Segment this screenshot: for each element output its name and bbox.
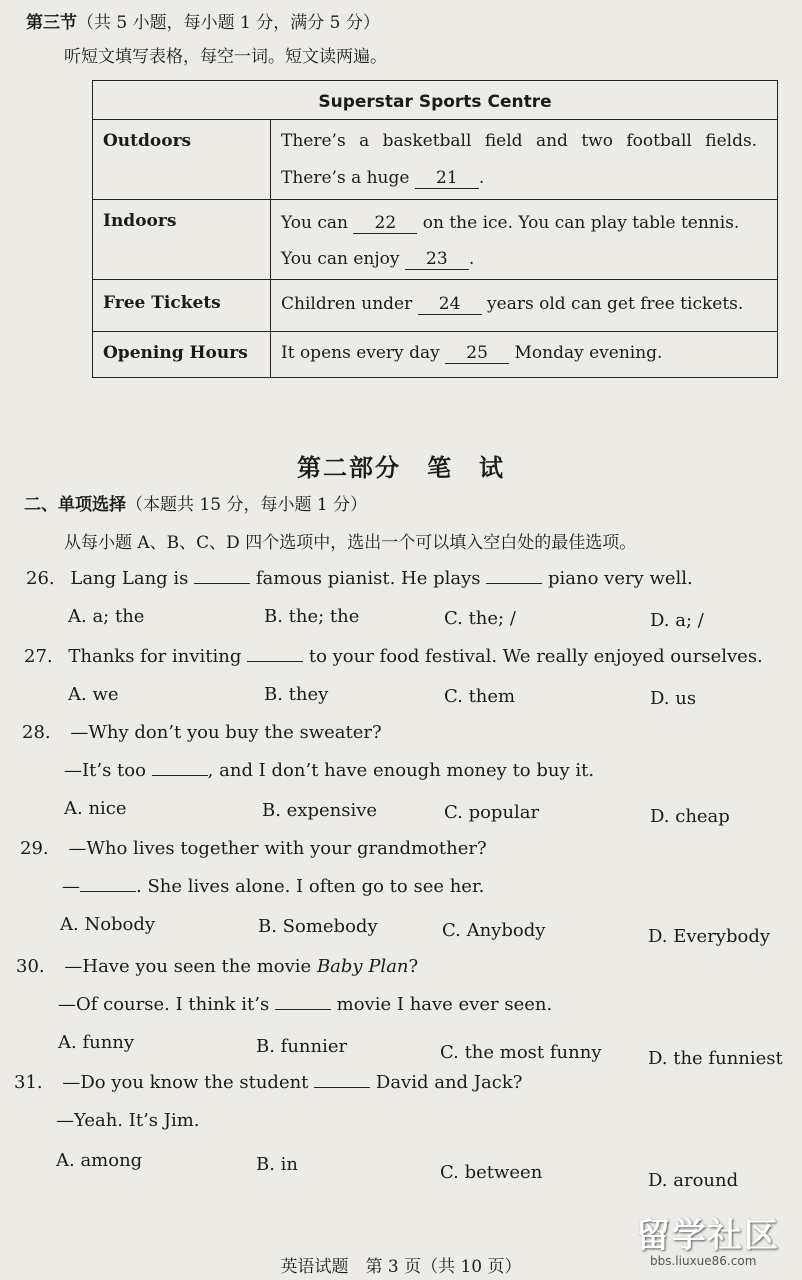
table-row-opening-hours xyxy=(93,331,777,377)
section3-instruction: 听短文填写表格，每空一词。短文读两遍。 xyxy=(64,47,387,67)
section3-note: （共 5 小题，每小题 1 分，满分 5 分） xyxy=(77,13,380,33)
question-text: —Who lives together with your grandmother? xyxy=(68,838,487,859)
table-row-outdoors xyxy=(93,119,777,200)
option-a: A. a; the xyxy=(68,606,145,627)
table-row-indoors xyxy=(93,199,777,280)
text: There’s a huge xyxy=(281,168,410,188)
option-c: C. the most funny xyxy=(440,1042,602,1063)
question-text: —Yeah. It’s Jim. xyxy=(56,1110,200,1131)
question-text: —Have you seen the movie xyxy=(64,956,312,977)
option-b: B. Somebody xyxy=(258,916,378,937)
row-label: Outdoors xyxy=(103,131,192,151)
question-blank xyxy=(194,583,250,584)
section3-title: 第三节 xyxy=(26,13,77,33)
question-number: 26. xyxy=(26,568,55,589)
question-30-line2 xyxy=(58,994,552,1015)
text: . xyxy=(478,168,485,188)
part2-title: 第二部分 笔 试 xyxy=(297,454,505,482)
question-text: — xyxy=(62,876,80,897)
watermark-logo: 留学社区 xyxy=(636,1216,780,1256)
text: on the ice. You can play table tennis. xyxy=(422,213,740,233)
option-b: B. they xyxy=(264,684,329,705)
question-text: —Why don’t you buy the sweater? xyxy=(70,722,382,743)
question-text: —Do you know the student xyxy=(62,1072,309,1093)
text: You can enjoy xyxy=(281,249,400,269)
question-text: piano very well. xyxy=(547,568,693,589)
question-text: movie I have ever seen. xyxy=(336,994,553,1015)
question-number: 30. xyxy=(16,956,45,977)
question-blank xyxy=(247,661,303,662)
option-a: A. Nobody xyxy=(60,914,156,935)
section2-instruction: 从每小题 A、B、C、D 四个选项中，选出一个可以填入空白处的最佳选项。 xyxy=(64,533,637,553)
answer-blank-23: 23 xyxy=(405,249,469,270)
option-b: B. the; the xyxy=(264,606,360,627)
table-title: Superstar Sports Centre xyxy=(93,81,777,120)
option-d: D. us xyxy=(650,688,697,709)
option-d: D. the funniest xyxy=(648,1048,783,1069)
table-row-free-tickets xyxy=(93,279,777,332)
question-text: famous pianist. He plays xyxy=(255,568,481,589)
question-text: ? xyxy=(408,956,419,977)
option-a: A. among xyxy=(56,1150,143,1171)
option-b: B. in xyxy=(256,1154,299,1175)
option-d: D. cheap xyxy=(650,806,730,827)
text: You can xyxy=(281,213,348,233)
row-label: Free Tickets xyxy=(103,293,221,313)
row-label: Opening Hours xyxy=(103,343,248,363)
question-30 xyxy=(16,956,418,977)
question-26 xyxy=(26,568,693,589)
option-c: C. the; / xyxy=(444,608,516,629)
option-d: D. Everybody xyxy=(648,926,771,947)
question-text: , and I don’t have enough money to buy it. xyxy=(207,760,595,781)
section2-heading xyxy=(24,490,367,515)
text: Children under xyxy=(281,294,413,314)
option-a: A. funny xyxy=(58,1032,135,1053)
question-number: 31. xyxy=(14,1072,43,1093)
question-blank xyxy=(275,1009,331,1010)
option-d: D. a; / xyxy=(650,610,704,631)
section3-heading xyxy=(26,8,380,33)
section2-note: （本题共 15 分，每小题 1 分） xyxy=(126,495,368,515)
text: It opens every day xyxy=(281,343,440,363)
question-28-line2 xyxy=(64,760,594,781)
answer-blank-22: 22 xyxy=(353,213,417,234)
row-text-line2 xyxy=(281,249,474,270)
answer-blank-25: 25 xyxy=(445,343,509,364)
answer-blank-24: 24 xyxy=(418,294,482,315)
question-text: . She lives alone. I often go to see her. xyxy=(136,876,485,897)
option-c: C. between xyxy=(440,1162,543,1183)
option-b: B. expensive xyxy=(262,800,378,821)
row-text-line1 xyxy=(281,294,743,315)
page-footer: 英语试题 第 3 页（共 10 页） xyxy=(280,1257,522,1277)
row-label: Indoors xyxy=(103,211,177,231)
question-text: —Of course. I think it’s xyxy=(58,994,270,1015)
question-number: 29. xyxy=(20,838,49,859)
section2-title: 二、单项选择 xyxy=(24,495,126,515)
watermark-url: bbs.liuxue86.com xyxy=(650,1254,757,1268)
question-29 xyxy=(20,838,487,859)
answer-blank-21: 21 xyxy=(415,168,479,189)
question-number: 28. xyxy=(22,722,51,743)
question-text: to your food festival. We really enjoyed ourselves. xyxy=(308,646,763,667)
question-text: Thanks for inviting xyxy=(68,646,242,667)
row-text-line2 xyxy=(281,168,484,189)
question-text: David and Jack? xyxy=(375,1072,523,1093)
row-text-line1 xyxy=(281,343,662,364)
text: years old can get free tickets. xyxy=(487,294,744,314)
option-a: A. we xyxy=(68,684,119,705)
question-blank xyxy=(152,775,208,776)
option-c: C. popular xyxy=(444,802,540,823)
question-text: —It’s too xyxy=(64,760,146,781)
option-d: D. around xyxy=(648,1170,739,1191)
question-text: Lang Lang is xyxy=(70,568,189,589)
text: . xyxy=(468,249,475,269)
movie-title: Baby Plan xyxy=(316,956,409,977)
question-27 xyxy=(24,646,763,667)
text: Monday evening. xyxy=(514,343,663,363)
question-number: 27. xyxy=(24,646,53,667)
question-blank xyxy=(80,891,136,892)
row-text-line1: There’s a basketball field and two football fields. xyxy=(281,131,758,151)
question-28 xyxy=(22,722,382,743)
question-31 xyxy=(14,1072,522,1093)
question-blank xyxy=(314,1087,370,1088)
sports-centre-table xyxy=(92,80,778,378)
question-31-line2 xyxy=(56,1110,200,1131)
option-a: A. nice xyxy=(64,798,127,819)
option-b: B. funnier xyxy=(256,1036,348,1057)
question-blank xyxy=(486,583,542,584)
option-c: C. them xyxy=(444,686,516,707)
row-text-line1 xyxy=(281,213,739,234)
option-c: C. Anybody xyxy=(442,920,546,941)
question-29-line2 xyxy=(62,876,484,897)
